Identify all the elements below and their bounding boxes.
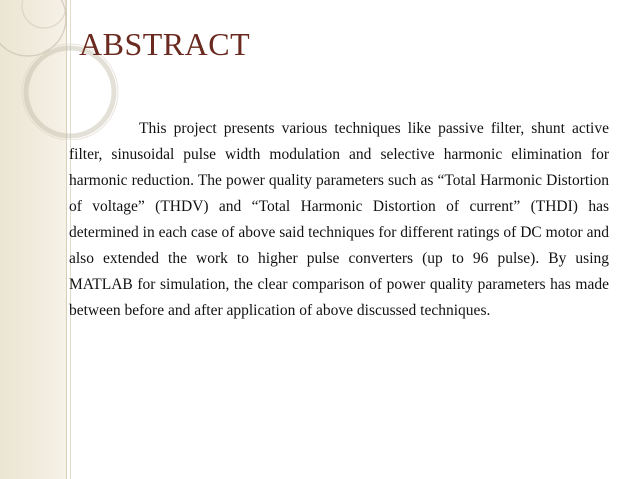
decorative-side-band bbox=[0, 0, 66, 479]
slide-title: ABSTRACT bbox=[79, 26, 251, 62]
band-divider-line bbox=[66, 0, 67, 479]
abstract-paragraph: This project presents various techniques like passive filter, shunt active filter, sinusoidal pulse width modulation and selective harmonic elimination for harmonic reduction. The power quality parameters such as “Total Harmonic Distortion of voltage” (THDV) and “Total Harmonic Distortion of current” (THDI) has determined in each case of above said techniques for different ratings of DC motor and also extended the work to higher pulse converters (up to 96 pulse). By using MATLAB for simulation, the clear comparison of power quality parameters has made between before and after application of above discussed techniques. bbox=[69, 120, 609, 319]
